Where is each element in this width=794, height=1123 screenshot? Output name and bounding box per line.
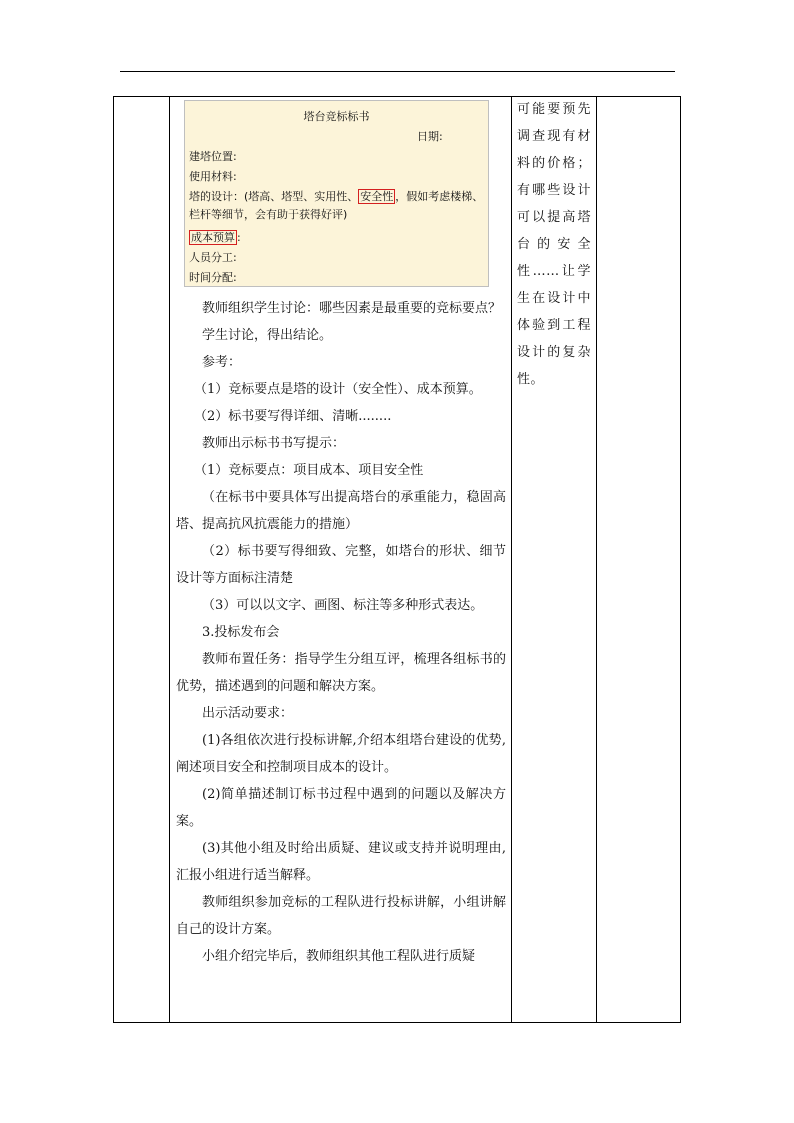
bid-form-materials: 使用材料: xyxy=(189,170,237,183)
paragraph: （2）标书要写得详细、清晰........ xyxy=(194,409,392,424)
bid-form-schedule: 时间分配: xyxy=(189,271,237,284)
bid-form-budget xyxy=(189,230,241,246)
lesson-process-text xyxy=(176,295,506,970)
paragraph: 教师组织学生讨论：哪些因素是最重要的竞标要点？ xyxy=(202,301,502,316)
paragraph: 小组介绍完毕后，教师组织其他工程队进行质疑 xyxy=(202,949,476,964)
paragraph: 参考： xyxy=(202,355,242,370)
section-heading: 3.投标发布会 xyxy=(202,625,280,640)
paragraph: (3)其他小组及时给出质疑、建议或支持并说明理由,汇报小组进行适当解释。 xyxy=(176,841,506,883)
column-divider-2 xyxy=(511,96,512,1023)
budget-colon: : xyxy=(237,231,241,244)
design-intent-note: 可能要预先调查现有材料的价格；有哪些设计可以提高塔台的安全性……让学生在设计中体验到工程设计的复杂性。 xyxy=(517,102,591,387)
column-divider-3 xyxy=(596,96,597,1023)
paragraph: 出示活动要求： xyxy=(202,706,294,721)
column-divider-1 xyxy=(169,96,170,1023)
header-rule xyxy=(120,71,675,72)
bid-form-box xyxy=(184,100,489,287)
paragraph: 教师组织参加竞标的工程队进行投标讲解，小组讲解自己的设计方案。 xyxy=(176,895,506,937)
paragraph: （1）竞标要点：项目成本、项目安全性 xyxy=(194,463,424,478)
paragraph: 学生讨论，得出结论。 xyxy=(202,328,333,343)
paragraph: (2)简单描述制订标书过程中遇到的问题以及解决方案。 xyxy=(176,787,506,829)
paragraph: (1)各组依次进行投标讲解,介绍本组塔台建设的优势,阐述项目安全和控制项目成本的设计。 xyxy=(176,733,506,775)
bid-form-design-line2: 栏杆等细节，会有助于获得好评) xyxy=(189,208,348,221)
bid-form-date: 日期: xyxy=(417,130,443,143)
paragraph: （1）竞标要点是塔的设计（安全性）、成本预算。 xyxy=(194,382,482,397)
paragraph: （2）标书要写得细致、完整，如塔台的形状、细节设计等方面标注清楚 xyxy=(176,544,506,586)
budget-highlight: 成本预算 xyxy=(191,231,235,244)
bid-form-location: 建塔位置: xyxy=(189,150,237,163)
paragraph: 教师布置任务：指导学生分组互评，梳理各组标书的优势，描述遇到的问题和解决方案。 xyxy=(176,652,506,694)
design-suffix: ，假如考虑楼梯、 xyxy=(395,190,484,203)
bid-form-staffing: 人员分工: xyxy=(189,251,237,264)
design-prefix: 塔的设计：(塔高、塔型、实用性、 xyxy=(189,190,359,203)
bid-form-design xyxy=(189,189,483,205)
paragraph: （3）可以以文字、画图、标注等多种形式表达。 xyxy=(202,598,484,613)
paragraph: 教师出示标书书写提示： xyxy=(202,436,346,451)
safety-highlight: 安全性 xyxy=(360,190,394,203)
paragraph: （在标书中要具体写出提高塔台的承重能力，稳固高塔、提高抗风抗震能力的措施） xyxy=(176,490,506,532)
bid-form-title: 塔台竞标标书 xyxy=(303,110,370,123)
